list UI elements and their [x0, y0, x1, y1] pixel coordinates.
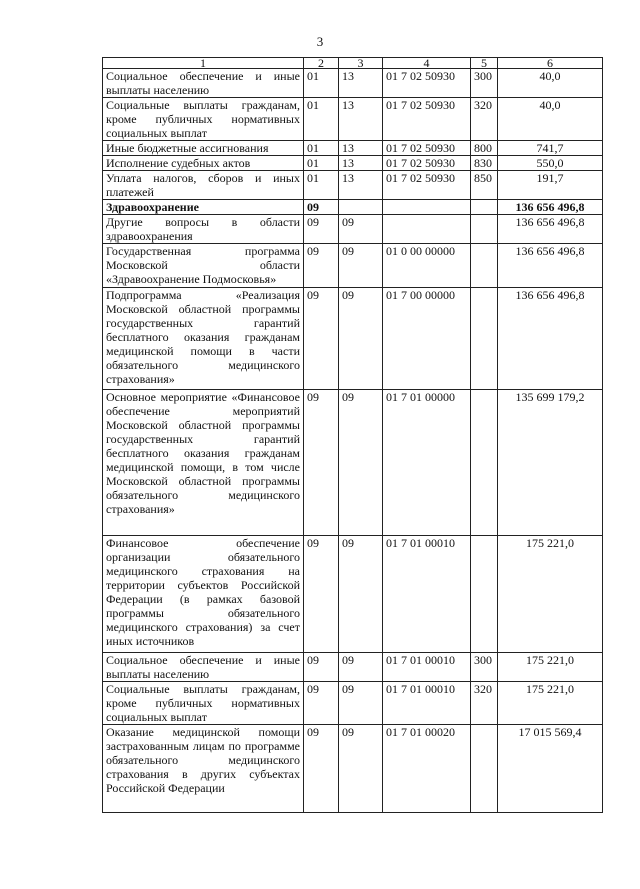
section-code-cell: 01	[304, 141, 339, 156]
amount-cell: 550,0	[498, 156, 603, 171]
column-header: 2	[304, 58, 339, 69]
table-row	[103, 390, 603, 536]
amount-cell: 136 656 496,8	[498, 288, 603, 390]
section-code-cell: 01	[304, 171, 339, 200]
column-header: 4	[383, 58, 471, 69]
expense-type-cell: 300	[471, 653, 498, 682]
target-article-cell: 01 7 01 00020	[383, 725, 471, 813]
table-row	[103, 215, 603, 244]
row-name-cell: Основное мероприятие «Финансовое обеспечение мероприятий Московской областной программы государственных гарантий бесплатного оказания гражданам медицинской помощи, в том числе Московской областной программы обязательного медицинского страхования»	[103, 390, 304, 536]
target-article-cell: 01 7 02 50930	[383, 98, 471, 141]
expense-type-cell	[471, 215, 498, 244]
target-article-cell: 01 7 01 00010	[383, 653, 471, 682]
expense-type-cell: 300	[471, 69, 498, 98]
table-row	[103, 200, 603, 215]
section-code-cell: 09	[304, 215, 339, 244]
section-code-cell: 09	[304, 244, 339, 288]
expense-type-cell	[471, 536, 498, 653]
expense-type-cell	[471, 288, 498, 390]
amount-cell: 40,0	[498, 98, 603, 141]
row-name-cell: Здравоохранение	[103, 200, 304, 215]
row-name-cell: Подпрограмма «Реализация Московской областной программы государственных гарантий бесплатного оказания гражданам медицинской помощи в части обязательного медицинского страхования»	[103, 288, 304, 390]
amount-cell: 40,0	[498, 69, 603, 98]
section-code-cell: 09	[304, 653, 339, 682]
target-article-cell: 01 0 00 00000	[383, 244, 471, 288]
row-name-cell: Государственная программа Московской области «Здравоохранение Подмосковья»	[103, 244, 304, 288]
row-name-cell: Социальные выплаты гражданам, кроме публичных нормативных социальных выплат	[103, 98, 304, 141]
column-header: 6	[498, 58, 603, 69]
target-article-cell: 01 7 02 50930	[383, 69, 471, 98]
amount-cell: 135 699 179,2	[498, 390, 603, 536]
row-name-cell: Иные бюджетные ассигнования	[103, 141, 304, 156]
amount-cell: 136 656 496,8	[498, 200, 603, 215]
amount-cell: 741,7	[498, 141, 603, 156]
table-row	[103, 98, 603, 141]
section-code-cell: 09	[304, 288, 339, 390]
target-article-cell: 01 7 02 50930	[383, 171, 471, 200]
amount-cell: 136 656 496,8	[498, 244, 603, 288]
subsection-code-cell	[339, 200, 383, 215]
expense-type-cell: 320	[471, 98, 498, 141]
table-row	[103, 536, 603, 653]
table-row	[103, 141, 603, 156]
target-article-cell: 01 7 01 00010	[383, 536, 471, 653]
subsection-code-cell: 09	[339, 653, 383, 682]
budget-table	[102, 57, 603, 813]
table-row	[103, 171, 603, 200]
expense-type-cell	[471, 725, 498, 813]
section-code-cell: 01	[304, 69, 339, 98]
expense-type-cell	[471, 200, 498, 215]
row-name-cell: Другие вопросы в области здравоохранения	[103, 215, 304, 244]
table-row	[103, 244, 603, 288]
amount-cell: 175 221,0	[498, 682, 603, 725]
section-code-cell: 01	[304, 98, 339, 141]
section-code-cell: 09	[304, 682, 339, 725]
subsection-code-cell: 09	[339, 244, 383, 288]
table-row	[103, 156, 603, 171]
subsection-code-cell: 09	[339, 725, 383, 813]
amount-cell: 136 656 496,8	[498, 215, 603, 244]
row-name-cell: Исполнение судебных актов	[103, 156, 304, 171]
table-row	[103, 725, 603, 813]
expense-type-cell: 320	[471, 682, 498, 725]
row-name-cell: Уплата налогов, сборов и иных платежей	[103, 171, 304, 200]
table-row	[103, 288, 603, 390]
column-header: 1	[103, 58, 304, 69]
amount-cell: 175 221,0	[498, 536, 603, 653]
amount-cell: 175 221,0	[498, 653, 603, 682]
table-row	[103, 653, 603, 682]
subsection-code-cell: 13	[339, 69, 383, 98]
row-name-cell: Социальное обеспечение и иные выплаты населению	[103, 69, 304, 98]
section-code-cell: 01	[304, 156, 339, 171]
target-article-cell: 01 7 01 00000	[383, 390, 471, 536]
section-code-cell: 09	[304, 200, 339, 215]
subsection-code-cell: 09	[339, 288, 383, 390]
page-number: 3	[316, 34, 324, 49]
target-article-cell: 01 7 01 00010	[383, 682, 471, 725]
subsection-code-cell: 09	[339, 215, 383, 244]
section-code-cell: 09	[304, 725, 339, 813]
table-header-row	[103, 58, 603, 69]
target-article-cell	[383, 215, 471, 244]
column-header: 5	[471, 58, 498, 69]
column-header: 3	[339, 58, 383, 69]
row-name-cell: Социальное обеспечение и иные выплаты населению	[103, 653, 304, 682]
expense-type-cell	[471, 244, 498, 288]
target-article-cell: 01 7 02 50930	[383, 156, 471, 171]
row-name-cell: Социальные выплаты гражданам, кроме публичных нормативных социальных выплат	[103, 682, 304, 725]
target-article-cell	[383, 200, 471, 215]
target-article-cell: 01 7 00 00000	[383, 288, 471, 390]
table-row	[103, 69, 603, 98]
subsection-code-cell: 13	[339, 156, 383, 171]
section-code-cell: 09	[304, 390, 339, 536]
expense-type-cell: 800	[471, 141, 498, 156]
table-row	[103, 682, 603, 725]
subsection-code-cell: 09	[339, 536, 383, 653]
subsection-code-cell: 09	[339, 390, 383, 536]
subsection-code-cell: 13	[339, 98, 383, 141]
expense-type-cell	[471, 390, 498, 536]
subsection-code-cell: 13	[339, 141, 383, 156]
expense-type-cell: 830	[471, 156, 498, 171]
amount-cell: 17 015 569,4	[498, 725, 603, 813]
row-name-cell: Оказание медицинской помощи застрахованным лицам по программе обязательного медицинского страхования в других субъектах Российской Федерации	[103, 725, 304, 813]
subsection-code-cell: 09	[339, 682, 383, 725]
expense-type-cell: 850	[471, 171, 498, 200]
row-name-cell: Финансовое обеспечение организации обязательного медицинского страхования на территории субъектов Российской Федерации (в рамках базовой программы обязательного медицинского страхования) за счет иных источников	[103, 536, 304, 653]
target-article-cell: 01 7 02 50930	[383, 141, 471, 156]
section-code-cell: 09	[304, 536, 339, 653]
subsection-code-cell: 13	[339, 171, 383, 200]
amount-cell: 191,7	[498, 171, 603, 200]
